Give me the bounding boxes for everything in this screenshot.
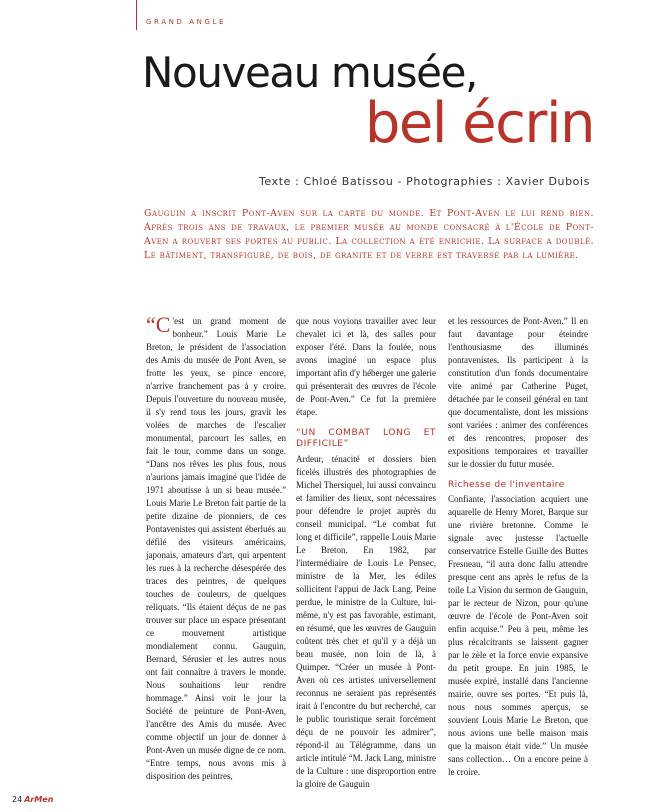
subheading-combat: “UN COMBAT LONG ET DIFFICILE” <box>296 427 436 449</box>
drop-cap: “C <box>146 312 171 337</box>
column-2-paragraph-1: que nous voyions travailler avec leur chevalet ici et là, des salles pour exposer l'été. Dans la foulée, nous avons imaginé un espace plus important afin d'y héberger une galerie qui présenterait des œuvres de l'école de Pont-Aven.” Ce fut la première étape. <box>296 316 436 417</box>
text-column-3 <box>448 315 588 779</box>
section-rule <box>136 0 137 30</box>
section-label: GRAND ANGLE <box>146 18 227 26</box>
page-number: 24 <box>12 795 23 804</box>
column-3-paragraph-2: Confiante, l'association acquiert une aquarelle de Henry Moret, Barque sur une rivière bretonne. Comme le signale avec justesse l'actuelle conservatrice Estelle Guille des Buttes Fresneau, “il aura donc fallu attendre presque cent ans après le refus de la toile La Vision du sermon de Gauguin, par le recteur de Nizon, pour qu'une œuvre de l'école de Pont-Aven soit enfin acquise.” Peu à peu, même les plus récalcitrants se laissent gagner par le zèle et la force envie expansive du petit groupe. En juin 1985, le musée expiré, installé dans l'ancienne mairie, ouvre ses portes. “Et puis là, nous nous sommes aperçus, se souvient Louis Marie Le Breton, que nous avions une belle maison mais que la maison était vide.” Un musée sans collection… On a encore peine à le croire. <box>448 494 588 777</box>
column-1-text: 'est un grand moment de bonheur.” Louis Marie Le Breton, le président de l'association des Amis du musée de Pont Aven, se frotte les yeux, se pince encore, n'arrive franchement pas à y croire. Depuis l'ouverture du nouveau musée, il s'y rend tous les jours, gravit les volées de marches de l'escalier monumental, parcourt les salles, en fait le tour, comme dans un songe. “Dans nos rêves les plus fous, nous n'aurions jamais imaginé que l'idée de 1971 aboutisse à un si beau musée.” Louis Marie Le Breton fait partie de la petite dizaine de pionniers, de ces Pontavenistes qui assistent éberlués au défilé des visiteurs américains, japonais, amateurs d'art, qui arpentent les rues à la recherche désespérée des traces des peintres, de quelques touches de couleurs, de quelques reliquats. “Ils étaient déçus de ne pas trouver sur place un espace présentant ce mouvement artistique mondialement connu. Gauguin, Bernard, Sérusier et les autres nous ont fait connaître à travers le monde. Nous souhaitions leur rendre hommage.” Ainsi voit le jour la Société de peinture de Pont-Aven, l'ancêtre des Amis du musée. Avec comme objectif un jour de donner à Pont-Aven un musée digne de ce nom. “Entre temps, nous avons mis à disposition des peintres, <box>146 316 286 781</box>
magazine-name: ArMen <box>24 795 54 804</box>
article-title-line2: bel écrin <box>364 91 594 156</box>
article-lead: Gauguin a inscrit Pont-Aven sur la carte du monde. Et Pont-Aven le lui rend bien. Après trois ans de travaux, le premier musée au monde consacré à l'École de Pont-Aven a rouvert ses portes au public. La collection a été enrichie. La surface a doublé. Le bâtiment, transfiguré, de bois, de granite et de verre est traversé par la lumière. <box>144 208 594 261</box>
text-column-2 <box>296 315 436 791</box>
column-2-paragraph-2: Ardeur, ténacité et dossiers bien ficelés illustrés des photographies de Michel Thersiquel, lui aussi convaincu et familier des lieux, sont nécessaires pour défendre le projet auprès du conseil municipal. “Le combat fut long et difficile”, rappelle Louis Marie Le Breton. En 1982, par l'intermédiaire de Louis Le Pensec, ministre de la Mer, les édiles sollicitent l'appui de Jack Lang. Peine perdue, le ministre de la Culture, lui-même, n'y est pas favorable, estimant, en résumé, que les œuvres de Gauguin coûtent très cher et qu'il y a déjà un beau musée, non loin de là, à Quimper. “Créer un musée à Pont-Aven où ces artistes universellement reconnus ne seraient pas représentés irait à l'encontre du but recherché, car le public touristique serait forcément déçu de ne pouvoir les admirer”, répond-il au Télégramme, dans un article intitulé “M. Jack Lang, ministre de la Culture : une disproportion entre la gloire de Gauguin <box>296 454 436 789</box>
article-title-line1: Nouveau musée, <box>142 48 477 97</box>
column-1-paragraph <box>146 312 286 783</box>
subheading-inventaire: Richesse de l'inventaire <box>448 479 565 490</box>
page-footer <box>12 795 53 804</box>
article-credits: Texte : Chloé Batissou - Photographies : Xavier Dubois <box>258 175 590 188</box>
column-3-paragraph-1: et les ressources de Pont-Aven.” Il en faut davantage pour éteindre l'enthousiasme des illuminés pontavenistes. Ils participent à la constitution d'un fonds documentaire vite animé par Catherine Puget, détachée par le conseil général en tant que documentaliste, dont les missions sont variées : animer des conférences et des rencontres, proposer des expositions temporaires et travailler sur le dossier du futur musée. <box>448 316 588 469</box>
text-column-1 <box>146 312 286 783</box>
